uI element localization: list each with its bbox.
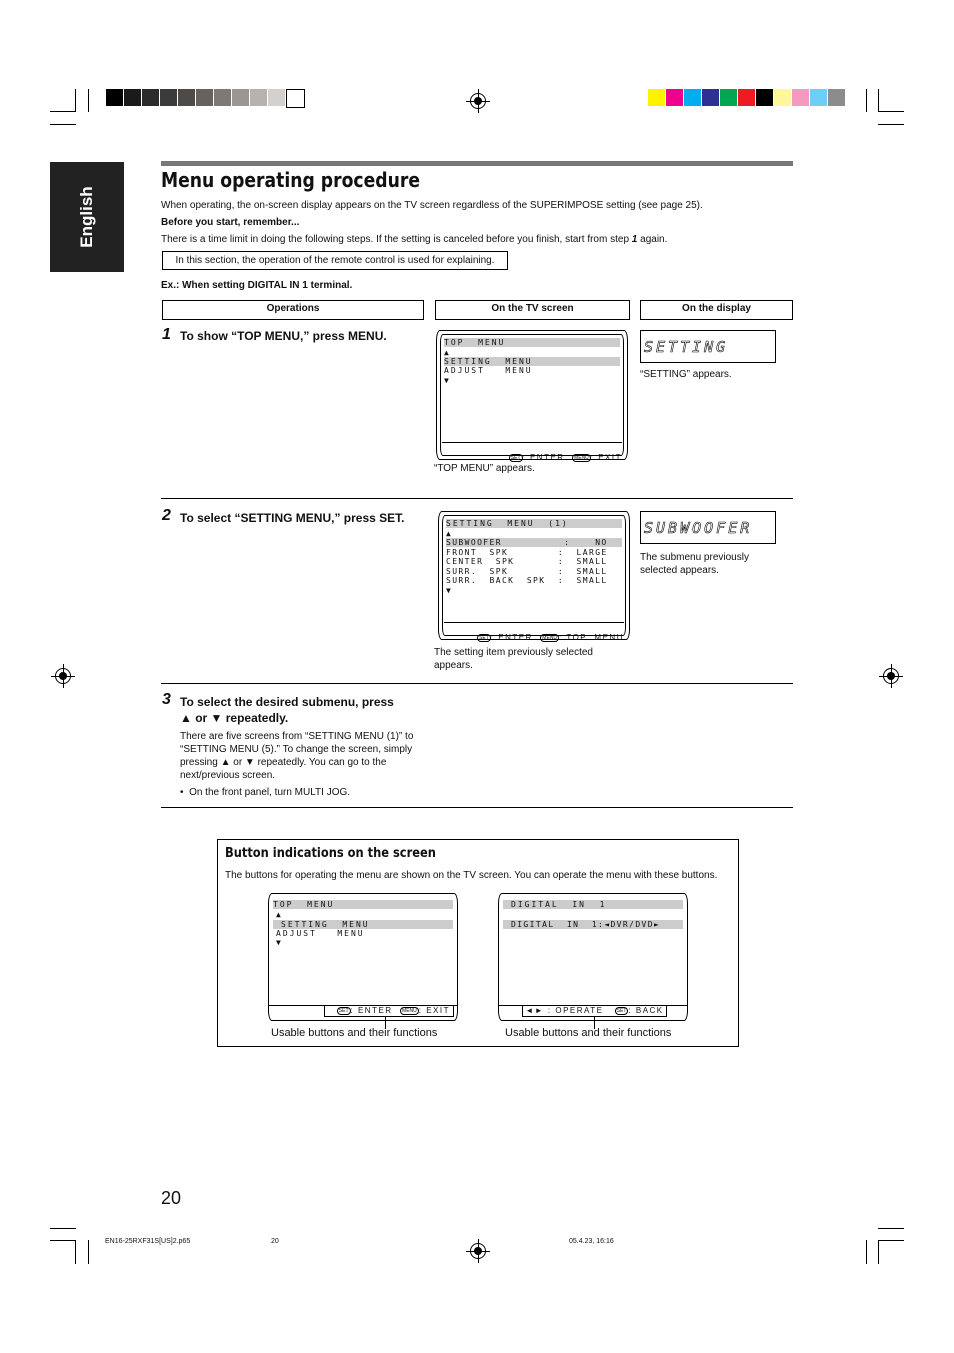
calibration-swatch: [250, 89, 267, 106]
step-title: To select “SETTING MENU,” press SET.: [180, 511, 405, 525]
display-caption: “SETTING” appears.: [640, 369, 732, 380]
crop-mark: [878, 111, 904, 112]
footer-text: : ENTER: [350, 1006, 393, 1015]
crop-mark: [866, 1240, 867, 1264]
divider: [161, 807, 793, 808]
registration-mark-icon: [55, 668, 71, 684]
tv-row: DIGITAL IN 1:◄DVR/DVD►: [503, 920, 683, 929]
crop-mark: [75, 89, 76, 112]
tv-caption: “TOP MENU” appears.: [434, 463, 535, 474]
set-button-icon: SET: [510, 455, 521, 461]
footer-filename: EN16-25RXF31S[US]2.p65: [105, 1238, 191, 1245]
menu-button-icon: MENU: [542, 635, 558, 641]
time-limit-text-a: There is a time limit in doing the following steps. If the setting is canceled before you finish, start from step: [161, 234, 630, 245]
intro-text: When operating, the on-screen display appears on the TV screen regardless of the SUPERIMPOSE setting (see page 25).: [161, 200, 703, 211]
column-header-operations: Operations: [162, 300, 424, 320]
column-header-tv: On the TV screen: [435, 300, 630, 320]
tv-row: SURR. BACK SPK : SMALL: [446, 576, 608, 585]
calibration-swatch: [286, 89, 305, 108]
tv-screen: [268, 893, 458, 1021]
registration-mark-icon: [470, 1243, 486, 1259]
footer-date: 05.4.23, 16:16: [569, 1238, 614, 1245]
front-display: [640, 511, 776, 544]
step-title: To select the desired submenu, press: [180, 695, 394, 709]
time-limit-text-b: again.: [640, 234, 668, 245]
calibration-swatch: [214, 89, 231, 106]
step-number: 3: [162, 691, 171, 708]
tv-caption: The setting item previously selected appears.: [434, 647, 593, 671]
calibration-swatch: [720, 89, 737, 106]
footer-text: : EXIT: [418, 1006, 450, 1015]
calibration-swatch: [106, 89, 123, 106]
down-arrow-icon: ▼: [276, 938, 283, 947]
calibration-swatch: [232, 89, 249, 106]
up-arrow-icon: ▲: [276, 910, 283, 919]
calibration-swatch: [828, 89, 845, 106]
calibration-swatch: [738, 89, 755, 106]
bullet-text: On the front panel, turn MULTI JOG.: [189, 787, 351, 798]
calibration-swatch: [648, 89, 665, 106]
divider: [161, 498, 793, 499]
caption-left: Usable buttons and their functions: [271, 1027, 438, 1039]
registration-mark-icon: [883, 668, 899, 684]
footer-text: : BACK: [628, 1006, 664, 1015]
up-arrow-icon: ▲: [446, 529, 453, 538]
column-header-display: On the display: [640, 300, 793, 320]
calibration-swatch: [124, 89, 141, 106]
calibration-swatch: [756, 89, 773, 106]
footer-text: : TOP MENU: [559, 633, 624, 642]
crop-mark: [878, 1240, 879, 1264]
calibration-swatch: [684, 89, 701, 106]
tv-row: SETTING MENU: [444, 357, 620, 366]
tv-screen: [498, 893, 688, 1021]
divider: [161, 683, 793, 684]
crop-mark: [50, 124, 76, 125]
calibration-swatch: [792, 89, 809, 106]
footer-text: : ENTER: [522, 453, 565, 462]
calibration-swatch: [666, 89, 683, 106]
tv-row: SETTING MENU (1): [446, 519, 622, 528]
language-tab: [50, 162, 124, 272]
crop-mark: [50, 1240, 76, 1241]
set-button-icon: SET: [338, 1008, 349, 1014]
tv-footer: [444, 622, 624, 642]
footer-text: : ENTER: [490, 633, 533, 642]
front-display: [640, 330, 776, 363]
crop-mark: [866, 89, 867, 112]
calibration-swatch: [268, 89, 285, 106]
bullet-item: • On the front panel, turn MULTI JOG.: [180, 787, 351, 798]
tv-row: CENTER SPK : SMALL: [446, 557, 608, 566]
title-rule: [161, 161, 793, 166]
display-text: SUBWOOFER: [644, 519, 753, 537]
crop-mark: [50, 111, 76, 112]
box-text: The buttons for operating the menu are shown on the TV screen. You can operate the menu with these buttons.: [225, 870, 718, 881]
calibration-swatch: [774, 89, 791, 106]
calibration-swatch: [810, 89, 827, 106]
tv-footer: [442, 442, 622, 462]
step-number: 2: [162, 507, 171, 524]
display-text: SETTING: [644, 338, 729, 356]
tv-screen: [438, 511, 630, 640]
box-title: Button indications on the screen: [225, 846, 436, 861]
tv-footer: [522, 1005, 667, 1017]
footer-page: 20: [271, 1238, 279, 1245]
tv-row: TOP MENU: [273, 900, 453, 909]
down-arrow-icon: ▼: [446, 586, 453, 595]
crop-mark: [75, 1240, 76, 1264]
footer-text: : EXIT: [590, 453, 622, 462]
up-arrow-icon: ▲: [444, 348, 451, 357]
remote-note: In this section, the operation of the remote control is used for explaining.: [162, 251, 508, 270]
step-body: There are five screens from “SETTING MENU (1)” to “SETTING MENU (5).” To change the screen, simply pressing ▲ or ▼ repeatedly. You can go to the next/previous screen.: [180, 731, 414, 781]
caption-right: Usable buttons and their functions: [505, 1027, 672, 1039]
crop-mark: [50, 1228, 76, 1229]
calibration-swatch: [196, 89, 213, 106]
display-caption: The submenu previously selected appears.: [640, 552, 749, 576]
step-title: To show “TOP MENU,” press MENU.: [180, 329, 387, 343]
tv-row: SETTING MENU: [273, 920, 453, 929]
crop-mark: [88, 1240, 89, 1264]
calibration-swatch: [178, 89, 195, 106]
crop-mark: [878, 124, 904, 125]
crop-mark: [878, 1228, 904, 1229]
calibration-swatch: [142, 89, 159, 106]
language-tab-label: English: [77, 186, 96, 248]
crop-mark: [88, 89, 89, 112]
step-ref: 1: [631, 234, 638, 245]
tv-row: ADJUST MENU: [276, 929, 365, 938]
step-number: 1: [162, 326, 171, 343]
crop-mark: [878, 89, 879, 112]
page-title: Menu operating procedure: [161, 168, 420, 192]
menu-button-icon: MENU: [402, 1008, 417, 1014]
example-label: Ex.: When setting DIGITAL IN 1 terminal.: [161, 280, 353, 291]
tv-footer: [324, 1005, 454, 1017]
registration-mark-icon: [470, 93, 486, 109]
step-title: ▲ or ▼ repeatedly.: [180, 711, 289, 725]
time-limit-text: [161, 233, 667, 246]
down-arrow-icon: ▼: [444, 376, 451, 385]
tv-row: SUBWOOFER : NO: [446, 538, 622, 547]
calibration-swatch: [160, 89, 177, 106]
calibration-swatch: [702, 89, 719, 106]
menu-button-icon: MENU: [574, 455, 589, 461]
before-start-heading: Before you start, remember...: [161, 217, 300, 228]
tv-row: ADJUST MENU: [444, 366, 533, 375]
footer-text: ◄► : OPERATE: [525, 1006, 604, 1015]
set-button-icon: SET: [616, 1008, 627, 1014]
tv-row: FRONT SPK : LARGE: [446, 548, 608, 557]
tv-row: SURR. SPK : SMALL: [446, 567, 608, 576]
set-button-icon: SET: [479, 635, 489, 641]
crop-mark: [878, 1240, 904, 1241]
tv-screen: [436, 330, 628, 460]
tv-row: DIGITAL IN 1: [503, 900, 683, 909]
page-number: 20: [161, 1188, 182, 1208]
tv-row: TOP MENU: [444, 338, 620, 347]
